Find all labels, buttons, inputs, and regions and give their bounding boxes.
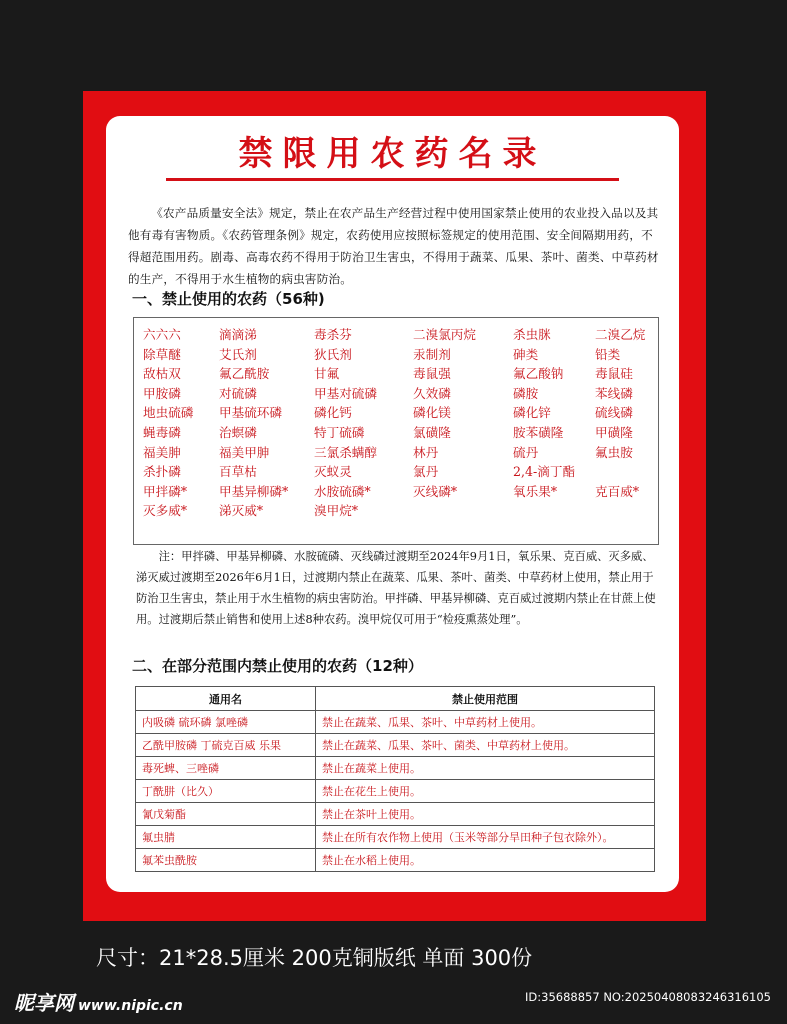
prohibited-scope-cell: 禁止在蔬菜上使用。 [316,757,655,780]
pesticide-name-cell: 氟苯虫酰胺 [136,849,316,872]
banned-pesticide-item: 蝇毒磷 [143,425,181,440]
prohibited-scope-cell: 禁止在茶叶上使用。 [316,803,655,826]
table-row [136,734,655,757]
banned-pesticide-item: 涕灭威* [219,503,264,519]
banned-pesticide-item: 二溴乙烷 [595,327,646,342]
banned-pesticide-item: 毒杀芬 [314,327,352,342]
section1-heading: 一、禁止使用的农药（56种) [132,290,325,308]
banned-pesticide-item: 灭线磷* [413,483,458,499]
banned-pesticide-item: 汞制剂 [413,346,451,362]
pesticide-name-cell: 氟虫腈 [136,826,316,849]
banned-pesticide-item: 毒鼠硅 [595,366,633,382]
watermark-logo [14,987,183,1016]
banned-pesticide-item: 灭多威* [143,503,188,519]
banned-pesticide-item: 六六六 [143,327,181,342]
banned-pesticide-item: 磷化钙 [314,405,352,421]
banned-pesticide-item: 甲拌磷* [143,483,188,499]
poster-content [106,116,679,892]
banned-pesticide-item: 氯磺隆 [413,425,451,440]
banned-pesticide-item: 甲磺隆 [595,425,633,440]
table-row [136,849,655,872]
table-header-row [136,687,655,711]
transition-note: 注：甲拌磷、甲基异柳磷、水胺硫磷、灭线磷过渡期至2024年9月1日，氧乐果、克百威、灭多威、涕灭威过渡期至2026年6月1日，过渡期内禁止在蔬菜、瓜果、茶叶、菌类、中草药材上使用，禁止用于防治卫生害虫，禁止用于水生植物的病虫害防治。甲拌磷、甲基异柳磷、克百威过渡期内禁止在甘蔗上使用。过渡期后禁止销售和使用上述8种农药。溴甲烷仅可用于“检疫熏蒸处理”。 [136,550,656,626]
prohibited-scope-cell: 禁止在蔬菜、瓜果、茶叶、菌类、中草药材上使用。 [316,734,655,757]
banned-pesticide-item: 硫丹 [513,444,539,460]
column-header-name: 通用名 [136,687,316,711]
pesticide-name-cell: 氰戊菊酯 [136,803,316,826]
table-row [136,711,655,734]
banned-pesticide-item: 氟乙酸钠 [513,366,564,382]
banned-pesticide-item: 敌枯双 [143,366,181,382]
poster-frame [83,91,706,921]
pesticide-name-cell: 毒死蜱、三唑磷 [136,757,316,780]
banned-pesticide-item: 氟虫胺 [595,444,633,460]
banned-pesticide-item: 甲基对硫磷 [314,385,377,401]
banned-pesticide-item: 百草枯 [219,464,257,480]
banned-pesticide-item: 艾氏剂 [219,346,257,362]
banned-pesticide-item: 狄氏剂 [314,346,352,362]
prohibited-scope-cell: 禁止在花生上使用。 [316,780,655,803]
banned-pesticide-item: 杀扑磷 [143,464,181,480]
banned-pesticide-item: 杀虫脒 [513,327,551,342]
banned-pesticide-item: 特丁硫磷 [314,425,365,440]
intro-paragraph: 《农产品质量安全法》规定，禁止在农产品生产经营过程中使用国家禁止使用的农业投入品以及其他有毒有害物质。《农药管理条例》规定，农药使用应按照标签规定的使用范围、安全间隔期用药，不得超范围用药。剧毒、高毒农药不得用于防治卫生害虫，不得用于蔬菜、瓜果、茶叶、菌类、中草药材的生产，不得用于水生植物的病虫害防治。 [128,206,659,286]
banned-pesticide-item: 除草醚 [143,346,181,362]
restricted-pesticide-table [135,686,655,872]
banned-pesticide-item: 甲胺磷 [143,385,181,401]
banned-pesticide-item: 溴甲烷* [314,503,359,519]
banned-pesticide-item: 三氯杀螨醇 [314,444,377,460]
banned-pesticide-item: 福美甲胂 [219,444,270,460]
banned-pesticide-item: 2,4-滴丁酯 [513,464,576,480]
banned-pesticide-item: 甘氟 [314,366,340,382]
banned-pesticide-item: 甲基异柳磷* [219,483,289,499]
banned-pesticide-item: 磷化锌 [513,405,551,421]
banned-pesticide-item: 氯丹 [413,464,439,480]
print-spec: 尺寸：21*28.5厘米 200克铜版纸 单面 300份 [96,946,533,970]
title-underline [166,178,619,181]
issuer-name: 温州市农业行政执法队 [520,875,651,890]
banned-pesticide-item: 氧乐果* [513,483,558,499]
banned-pesticide-item: 硫线磷 [595,405,633,421]
banned-pesticide-item: 久效磷 [413,385,451,401]
banned-pesticide-item: 治螟磷 [219,425,257,440]
page-title: 禁限用农药名录 [238,134,547,174]
table-row [136,780,655,803]
banned-pesticide-item: 对硫磷 [219,385,257,401]
banned-pesticide-item: 地虫硫磷 [143,405,194,421]
banned-pesticide-item: 氟乙酰胺 [219,366,270,382]
pesticide-name-cell: 内吸磷 硫环磷 氯唑磷 [136,711,316,734]
banned-pesticide-item: 二溴氯丙烷 [413,327,476,342]
banned-pesticide-box [133,317,659,545]
table-row [136,826,655,849]
banned-pesticide-item: 胺苯磺隆 [513,425,564,440]
logo-url: www.nipic.cn [78,998,183,1014]
banned-pesticide-item: 灭蚁灵 [314,464,352,480]
banned-pesticide-item: 克百威* [595,483,640,499]
banned-pesticide-item: 林丹 [413,444,439,460]
pesticide-name-cell: 丁酰肼（比久） [136,780,316,803]
banned-pesticide-item: 苯线磷 [595,385,633,401]
banned-pesticide-item: 砷类 [513,346,539,362]
banned-pesticide-item: 水胺硫磷* [314,483,371,499]
section2-heading: 二、在部分范围内禁止使用的农药（12种） [132,657,423,675]
pesticide-name-cell: 乙酰甲胺磷 丁硫克百威 乐果 [136,734,316,757]
table-row [136,757,655,780]
banned-pesticide-item: 福美胂 [143,444,181,460]
image-id: ID:35688857 NO:20250408083246316105 [525,990,771,1004]
column-header-scope: 禁止使用范围 [316,687,655,711]
logo-text: 昵享网 [14,991,74,1015]
banned-pesticide-item: 甲基硫环磷 [219,405,282,421]
prohibited-scope-cell: 禁止在水稻上使用。 [316,849,655,872]
prohibited-scope-cell: 禁止在蔬菜、瓜果、茶叶、中草药材上使用。 [316,711,655,734]
banned-pesticide-item: 磷胺 [513,385,539,401]
table-row [136,803,655,826]
banned-pesticide-item: 滴滴涕 [219,327,257,342]
banned-pesticide-item: 磷化镁 [413,405,451,421]
prohibited-scope-cell: 禁止在所有农作物上使用（玉米等部分旱田种子包衣除外）。 [316,826,655,849]
banned-pesticide-item: 毒鼠强 [413,366,451,382]
banned-pesticide-item: 铅类 [595,346,621,362]
